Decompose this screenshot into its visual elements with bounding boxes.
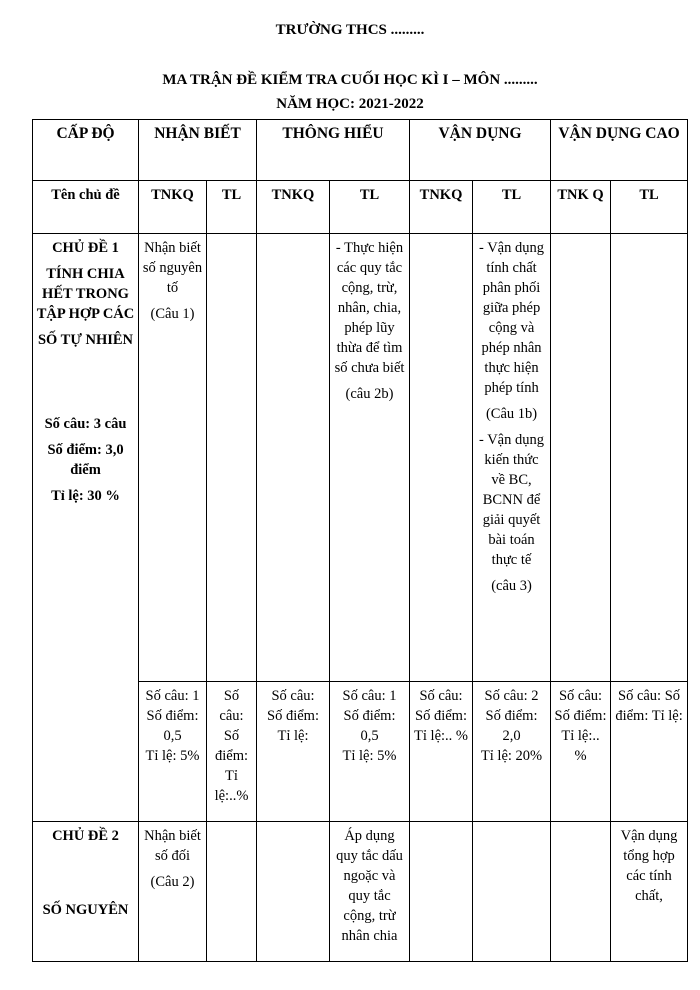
topic1-vd-tl <box>473 234 551 682</box>
topic1-th-tl-text: - Thực hiện các quy tắc cộng, trừ, nhân, chia, phép lũy thừa để tìm số chưa biết <box>334 240 405 376</box>
topic2-nb-tnkq <box>139 822 207 962</box>
topic1-vd-tl-ref2: (câu 3) <box>491 578 532 594</box>
topic2-name: SỐ NGUYÊN <box>42 902 129 918</box>
nb-tl-header: TL <box>207 181 257 234</box>
topic2-title-cell <box>33 822 139 962</box>
topic1-vdc-tl <box>611 234 688 682</box>
topic1-stat-vdc-tnkq: Số câu: Số điểm: Tỉ lệ:.. % <box>551 682 611 822</box>
topic1-code: CHỦ ĐỀ 1 <box>52 240 119 256</box>
topic1-vd-tnkq <box>410 234 473 682</box>
topic1-nb-tnkq <box>139 234 207 682</box>
topic1-stat-vdc-tl: Số câu: Số điểm: Tỉ lệ: <box>611 682 688 822</box>
type-header-row <box>33 181 688 234</box>
th-tnkq-header: TNKQ <box>257 181 330 234</box>
level-header-row <box>33 120 688 181</box>
level-thong-hieu: THÔNG HIỂU <box>257 120 410 181</box>
topic1-nb-tnkq-text: Nhận biết số nguyên tố <box>142 240 203 296</box>
topic1-vd-tl-text1: - Vận dụng tính chất phân phối giữa phép cộng và phép nhân thực hiện phép tính <box>479 240 544 396</box>
topic2-code: CHỦ ĐỀ 2 <box>52 828 119 844</box>
school-name: TRƯỜNG THCS ......... <box>275 22 425 38</box>
school-year: NĂM HỌC: 2021-2022 <box>276 96 424 112</box>
topic1-name2: SỐ TỰ NHIÊN <box>37 332 134 348</box>
level-nhan-biet: NHẬN BIẾT <box>139 120 257 181</box>
document-title: MA TRẬN ĐỀ KIỂM TRA CUỐI HỌC KÌ I – MÔN ......... <box>162 72 538 88</box>
topic1-vdc-tnkq <box>551 234 611 682</box>
topic2-vd-tl <box>473 822 551 962</box>
topic2-vdc-tnkq <box>551 822 611 962</box>
vd-tnkq-header: TNKQ <box>410 181 473 234</box>
topic1-nb-tl <box>207 234 257 682</box>
topic2-vd-tnkq <box>410 822 473 962</box>
topic1-vd-tl-ref1: (Câu 1b) <box>485 406 538 422</box>
topic1-so-diem: Số điểm: 3,0 điểm <box>47 442 124 478</box>
topic1-stat-th-tl: Số câu: 1 Số điểm: 0,5 Tỉ lệ: 5% <box>330 682 410 822</box>
nb-tnkq-header: TNKQ <box>139 181 207 234</box>
topic1-th-tl-ref: (câu 2b) <box>345 386 394 402</box>
level-van-dung: VẬN DỤNG <box>410 120 551 181</box>
vd-tl-header: TL <box>473 181 551 234</box>
vdc-tl-header: TL <box>611 181 688 234</box>
topic1-nb-tnkq-ref: (Câu 1) <box>150 306 195 322</box>
topic2-th-tnkq <box>257 822 330 962</box>
topic2-th-tl-text: Áp dụng quy tắc dấu ngoặc và quy tắc cộng, trừ nhân chia <box>336 828 403 944</box>
topic1-ti-le: Tỉ lệ: 30 % <box>51 488 120 504</box>
topic1-th-tnkq <box>257 234 330 682</box>
ten-chu-de-label: Tên chủ đề <box>33 181 139 234</box>
topic1-so-cau: Số câu: 3 câu <box>44 416 127 432</box>
topic2-nb-tnkq-text: Nhận biết số đối <box>144 828 201 864</box>
topic2-nb-tnkq-ref: (Câu 2) <box>150 874 195 890</box>
topic1-title-cell <box>33 234 139 822</box>
topic2-vdc-tl <box>611 822 688 962</box>
vdc-tnkq-header: TNK Q <box>551 181 611 234</box>
topic1-name: TÍNH CHIA HẾT TRONG TẬP HỢP CÁC <box>36 266 135 322</box>
topic2-content-row <box>33 822 688 962</box>
level-cap-do: CẤP ĐỘ <box>33 120 139 181</box>
topic1-stat-vd-tl: Số câu: 2 Số điểm: 2,0 Tỉ lệ: 20% <box>473 682 551 822</box>
topic2-th-tl <box>330 822 410 962</box>
topic1-content-row <box>33 234 688 682</box>
topic1-stat-th-tnkq: Số câu: Số điểm: Tỉ lệ: <box>257 682 330 822</box>
topic2-nb-tl <box>207 822 257 962</box>
topic1-stat-nb-tnkq: Số câu: 1 Số điểm: 0,5 Tỉ lệ: 5% <box>139 682 207 822</box>
level-van-dung-cao: VẬN DỤNG CAO <box>551 120 688 181</box>
matrix-table <box>32 119 688 962</box>
topic1-th-tl <box>330 234 410 682</box>
topic1-stat-vd-tnkq: Số câu: Số điểm: Tỉ lệ:.. % <box>410 682 473 822</box>
topic2-vdc-tl-text: Vận dụng tổng hợp các tính chất, <box>620 828 678 904</box>
th-tl-header: TL <box>330 181 410 234</box>
topic1-stat-nb-tl: Số câu: Số điểm: Tỉ lệ:..% <box>207 682 257 822</box>
topic1-vd-tl-text2: - Vận dụng kiến thức về BC, BCNN để giải quyết bài toán thực tế <box>479 432 544 568</box>
